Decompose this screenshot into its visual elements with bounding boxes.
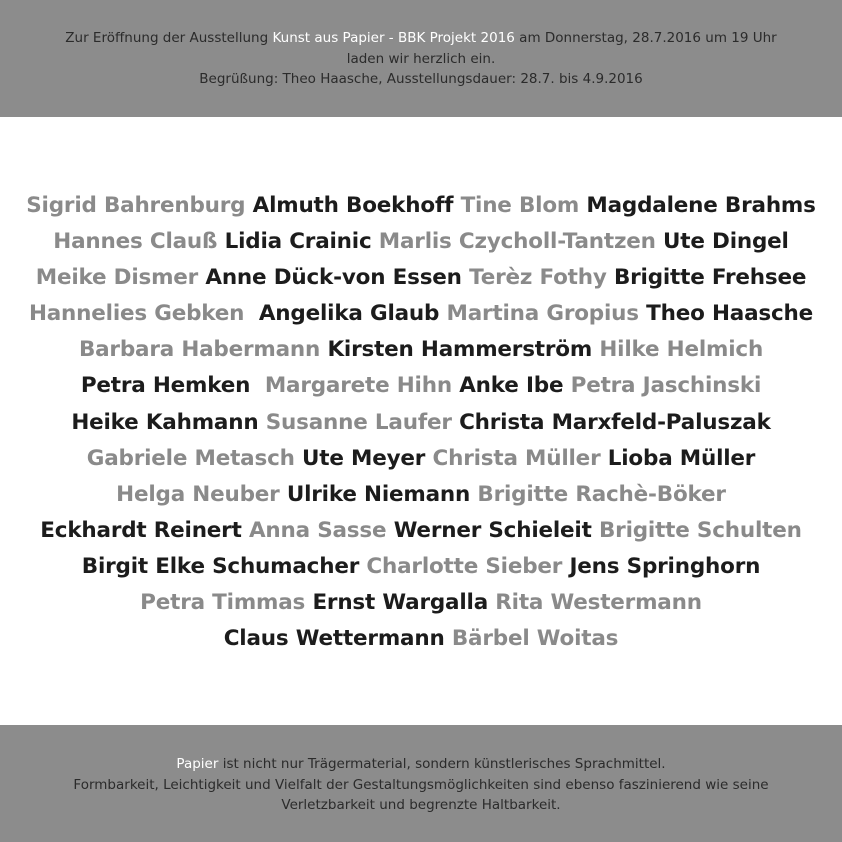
artist-row: [0, 368, 842, 404]
artist-name: Magdalene Brahms: [586, 193, 816, 218]
artist-list: [0, 188, 842, 657]
invitation-line-2: laden wir herzlich ein.: [346, 50, 496, 67]
artist-row: [0, 585, 842, 621]
artist-name: Theo Haasche: [646, 301, 814, 327]
statement-highlight: Papier: [176, 756, 219, 772]
artist-name: Werner Schieleit: [393, 517, 592, 543]
artist-row: [0, 513, 842, 549]
artist-name: Charlotte Sieber: [366, 553, 563, 579]
artist-name: Almuth Boekhoff: [252, 193, 454, 218]
artist-name: Hannelies Gebken: [28, 301, 245, 327]
statement-line-1: [0, 754, 842, 775]
artist-name: Angelika Glaub: [258, 301, 440, 327]
artist-name: Anna Sasse: [248, 517, 387, 543]
artist-name: Martina Gropius: [446, 301, 639, 327]
artist-name: Hilke Helmich: [599, 337, 764, 363]
artist-name: Eckhardt Reinert: [40, 517, 242, 543]
artist-name: Ute Dingel: [663, 229, 789, 255]
artist-name: Lioba Müller: [607, 445, 756, 471]
artist-name: Sigrid Bahrenburg: [26, 193, 246, 218]
statement-line-3: Verletzbarkeit und begrenzte Haltbarkeit.: [281, 797, 561, 813]
artist-name: Marlis Czycholl-Tantzen: [378, 229, 656, 255]
artist-name: Tine Blom: [460, 193, 580, 218]
artist-name: Terèz Fothy: [469, 265, 607, 291]
artist-name: Ute Meyer: [302, 445, 426, 471]
artist-name: Hannes Clauß: [53, 229, 218, 255]
invitation-line-1: [0, 28, 842, 49]
artist-name: Jens Springhorn: [569, 553, 761, 579]
artist-row: [0, 260, 842, 296]
artist-name: Petra Jaschinski: [570, 373, 762, 399]
statement-line-2: Formbarkeit, Leichtigkeit und Vielfalt der Gestaltungsmöglichkeiten sind ebenso faszinierend wie seine: [73, 776, 769, 793]
artist-name: Rita Westermann: [495, 590, 702, 616]
exhibition-title: Kunst aus Papier - BBK Projekt 2016: [272, 30, 515, 46]
artist-name: Bärbel Woitas: [451, 626, 619, 652]
artist-name: Brigitte Frehsee: [613, 265, 807, 291]
artist-row: [0, 621, 842, 657]
artist-name: Barbara Habermann: [78, 337, 321, 363]
artist-name: Kirsten Hammerström: [327, 337, 593, 363]
artist-name: Brigitte Schulten: [598, 517, 802, 543]
artist-name: Heike Kahmann: [71, 409, 259, 435]
artist-name: Anke Ibe: [459, 373, 564, 399]
artist-name: Gabriele Metasch: [86, 445, 295, 471]
invitation-header: [0, 0, 842, 117]
artist-name: Petra Timmas: [140, 590, 306, 616]
invitation-line-3: Begrüßung: Theo Haasche, Ausstellungsdauer: 28.7. bis 4.9.2016: [199, 71, 643, 87]
artist-row: [0, 224, 842, 260]
artist-row: [0, 296, 842, 332]
artist-row: [0, 549, 842, 585]
artist-name: Christa Marxfeld-Paluszak: [459, 409, 771, 435]
artist-row: [0, 332, 842, 368]
artist-name: Ulrike Niemann: [286, 481, 471, 507]
artist-name: Lidia Crainic: [224, 229, 372, 255]
artist-name: Susanne Laufer: [265, 409, 452, 435]
statement-text: ist nicht nur Trägermaterial, sondern künstlerisches Sprachmittel.: [222, 756, 666, 772]
artist-name: Petra Hemken: [80, 373, 251, 399]
invitation-text-before: Zur Eröffnung der Ausstellung: [65, 30, 269, 46]
artist-name: Margarete Hihn: [264, 373, 452, 399]
artist-name: Birgit Elke Schumacher: [81, 553, 360, 579]
artist-name: Claus Wettermann: [223, 626, 445, 652]
artist-row: [0, 405, 842, 441]
artist-name: Ernst Wargalla: [312, 590, 488, 616]
statement-footer: [0, 725, 842, 842]
artist-name: Brigitte Rachè-Böker: [477, 481, 726, 507]
artist-name: Christa Müller: [432, 445, 601, 471]
invitation-text-after: am Donnerstag, 28.7.2016 um 19 Uhr: [519, 30, 777, 46]
artist-row: [0, 188, 842, 224]
artist-row: [0, 477, 842, 513]
artist-row: [0, 441, 842, 477]
artist-name: Meike Dismer: [35, 265, 199, 291]
artist-name: Anne Dück-von Essen: [205, 265, 462, 291]
artist-name: Helga Neuber: [116, 481, 280, 507]
